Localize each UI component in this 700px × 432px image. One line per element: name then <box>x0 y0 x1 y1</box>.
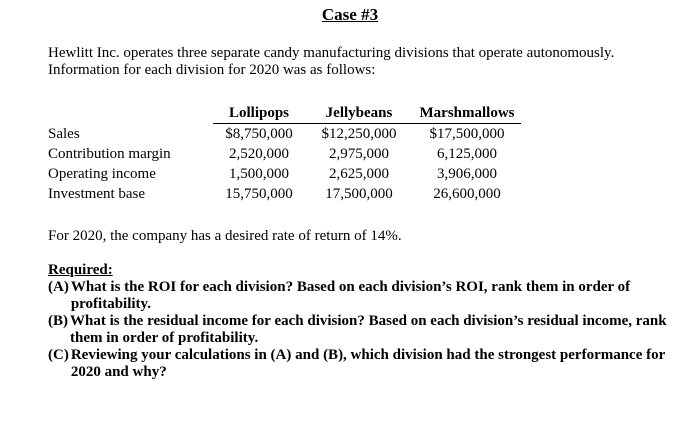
question-b <box>48 313 688 347</box>
page-title <box>0 6 700 23</box>
question-text: What is the ROI for each division? Based on each division’s ROI, rank them in order of profitability. <box>70 279 631 312</box>
intro-line-2: Information for each division for 2020 was as follows: <box>48 62 376 78</box>
table-cell: $12,250,000 <box>321 126 397 142</box>
question-a <box>48 279 688 313</box>
required-section <box>48 262 688 381</box>
table-cell: $8,750,000 <box>225 126 293 142</box>
table-cell: 2,975,000 <box>329 146 389 162</box>
intro-paragraph <box>48 45 688 79</box>
table-row <box>48 184 521 204</box>
table-cell: 26,600,000 <box>433 186 501 202</box>
desired-rate-note: For 2020, the company has a desired rate of return of 14%. <box>48 228 402 244</box>
table-cell: 2,520,000 <box>229 146 289 162</box>
case-title: Case #3 <box>321 5 379 24</box>
table-row <box>48 164 521 184</box>
header-blank-cell <box>48 103 213 124</box>
table-header-row <box>48 103 521 124</box>
row-label-investment-base: Investment base <box>48 186 146 202</box>
row-label-contribution-margin: Contribution margin <box>48 146 171 162</box>
table-row <box>48 144 521 164</box>
column-header-marshmallows: Marshmallows <box>413 103 521 124</box>
row-label-operating-income: Operating income <box>48 166 156 182</box>
question-marker: (C) <box>48 347 69 363</box>
intro-line-1: Hewlitt Inc. operates three separate candy manufacturing divisions that operate autonomously. <box>48 45 615 61</box>
table-cell: 15,750,000 <box>225 186 293 202</box>
question-text: Reviewing your calculations in (A) and (B), which division had the strongest performance for 2020 and why? <box>70 347 666 380</box>
question-marker: (A) <box>48 279 69 295</box>
question-marker: (B) <box>48 313 68 329</box>
table-row <box>48 124 521 145</box>
table-cell: $17,500,000 <box>429 126 505 142</box>
row-label-sales: Sales <box>48 125 80 142</box>
table-cell: 1,500,000 <box>229 166 289 182</box>
question-c <box>48 347 688 381</box>
required-heading: Required: <box>48 262 113 278</box>
division-data-table <box>48 103 521 204</box>
column-header-jellybeans: Jellybeans <box>305 103 413 124</box>
table-cell: 2,625,000 <box>329 166 389 182</box>
table-cell: 3,906,000 <box>437 166 497 182</box>
table-cell: 6,125,000 <box>437 146 497 162</box>
column-header-lollipops: Lollipops <box>213 103 305 124</box>
table-cell: 17,500,000 <box>325 186 393 202</box>
question-text: What is the residual income for each division? Based on each division’s residual income, rank them in order of profitability. <box>70 313 667 346</box>
